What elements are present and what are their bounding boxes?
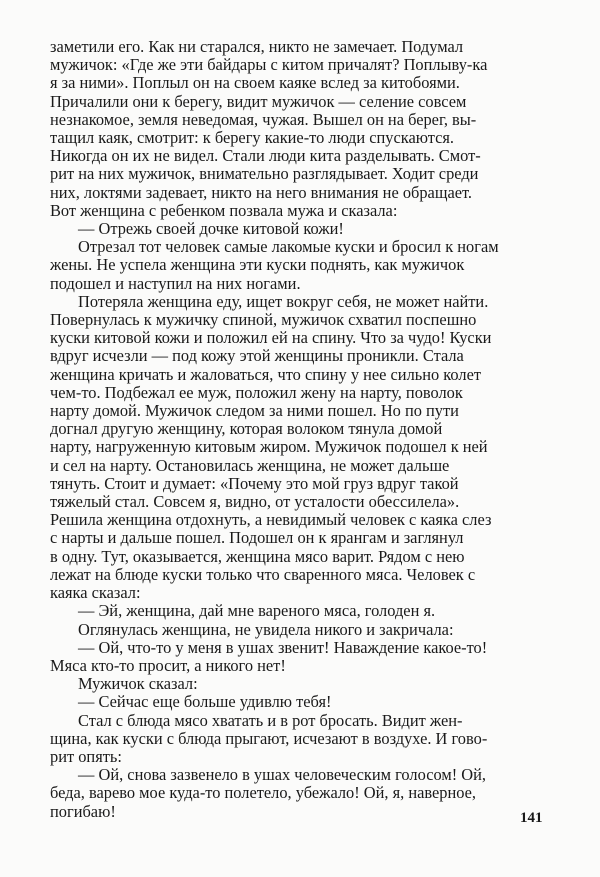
text-line: догнал другую женщину, которая волоком тянула домой <box>50 420 443 439</box>
text-line: Отрезал тот человек самые лакомые куски и бросил к ногам <box>78 238 499 257</box>
text-line: заметили его. Как ни старался, никто не замечает. Подумал <box>50 38 464 56</box>
text-line: Никогда он их не видел. Стали люди кита разделывать. Смот- <box>50 147 481 166</box>
text-line: лежат на блюде куски только что сваренного мяса. Человек с <box>50 565 476 584</box>
text-line: нарту, нагруженную китовым жиром. Мужичок подошел к ней <box>50 438 488 457</box>
text-line: Вот женщина с ребенком позвала мужа и сказала: <box>50 201 398 220</box>
text-line: жены. Не успела женщина эти куски поднять, как мужичок <box>50 256 465 275</box>
text-line: — Эй, женщина, дай мне вареного мяса, голоден я. <box>78 602 436 621</box>
text-line: тащил каяк, смотрит: к берегу какие-то люди спускаются. <box>50 129 455 148</box>
text-line: погибаю! <box>50 802 116 821</box>
text-line: беда, варево мое куда-то полетело, убежало! Ой, я, наверное, <box>50 784 477 803</box>
text-line: Стал с блюда мясо хватать и в рот бросать. Видит жен- <box>78 711 463 730</box>
text-line: рит опять: <box>50 747 122 766</box>
text-line: вдруг исчезли — под кожу этой женщины проникли. Стала <box>50 347 464 366</box>
text-line: Решила женщина отдохнуть, а невидимый человек с каяка слез <box>50 511 492 530</box>
text-line: и сел на нарту. Остановилась женщина, не может дальше <box>50 456 450 475</box>
text-line: — Ой, что-то у меня в ушах звенит! Наваждение какое-то! <box>78 638 488 657</box>
text-line: Повернулась к мужичку спиной, мужичок схватил поспешно <box>50 311 477 330</box>
text-line: женщина кричать и жаловаться, что спину у нее сильно колет <box>50 365 482 384</box>
text-line: рит на них мужичок, внимательно разглядывает. Ходит среди <box>50 165 479 184</box>
page-body-text <box>50 38 550 821</box>
text-line: в одну. Тут, оказывается, женщина мясо варит. Рядом с нею <box>50 547 465 566</box>
text-line: щина, как куски с блюда прыгают, исчезают в воздухе. И гово- <box>50 729 488 748</box>
text-line: нарту домой. Мужичок следом за ними пошел. Но по пути <box>50 402 459 421</box>
text-line: тяжелый стал. Совсем я, видно, от усталости обессилела». <box>50 493 460 512</box>
text-line: — Сейчас еще больше удивлю тебя! <box>78 693 332 712</box>
text-line: — Ой, снова зазвенело в ушах человеческим голосом! Ой, <box>78 766 486 785</box>
text-line: них, локтями задевает, никто на него внимания не обращает. <box>50 183 473 202</box>
text-line: тянуть. Стоит и думает: «Почему это мой груз вдруг такой <box>50 474 459 493</box>
text-line: каяка сказал: <box>50 584 141 603</box>
text-line: Оглянулась женщина, не увидела никого и закричала: <box>78 620 454 639</box>
text-line: чем-то. Подбежал ее муж, положил жену на нарту, поволок <box>50 383 463 402</box>
text-line: незнакомое, земля неведомая, чужая. Вышел он на берег, вы- <box>50 110 477 129</box>
text-line: куски китовой кожи и положил ей на спину. Что за чудо! Куски <box>50 329 492 348</box>
text-line: Мяса кто-то просит, а никого нет! <box>50 656 286 675</box>
text-line: с нарты и дальше пошел. Подошел он к ярангам и заглянул <box>50 529 464 548</box>
text-line: мужичок: «Где же эти байдары с китом причалят? Поплыву-ка <box>50 56 488 75</box>
text-line: Мужичок сказал: <box>78 675 198 694</box>
text-line: я за ними». Поплыл он на своем каяке вслед за китобоями. <box>50 74 460 93</box>
text-line: Причалили они к берегу, видит мужичок — селение совсем <box>50 92 467 111</box>
text-line: подошел и наступил на них ногами. <box>50 274 301 293</box>
text-line: — Отрежь своей дочке китовой кожи! <box>78 220 344 239</box>
page-number: 141 <box>520 810 543 826</box>
text-line: Потеряла женщина еду, ищет вокруг себя, не может найти. <box>78 292 489 311</box>
